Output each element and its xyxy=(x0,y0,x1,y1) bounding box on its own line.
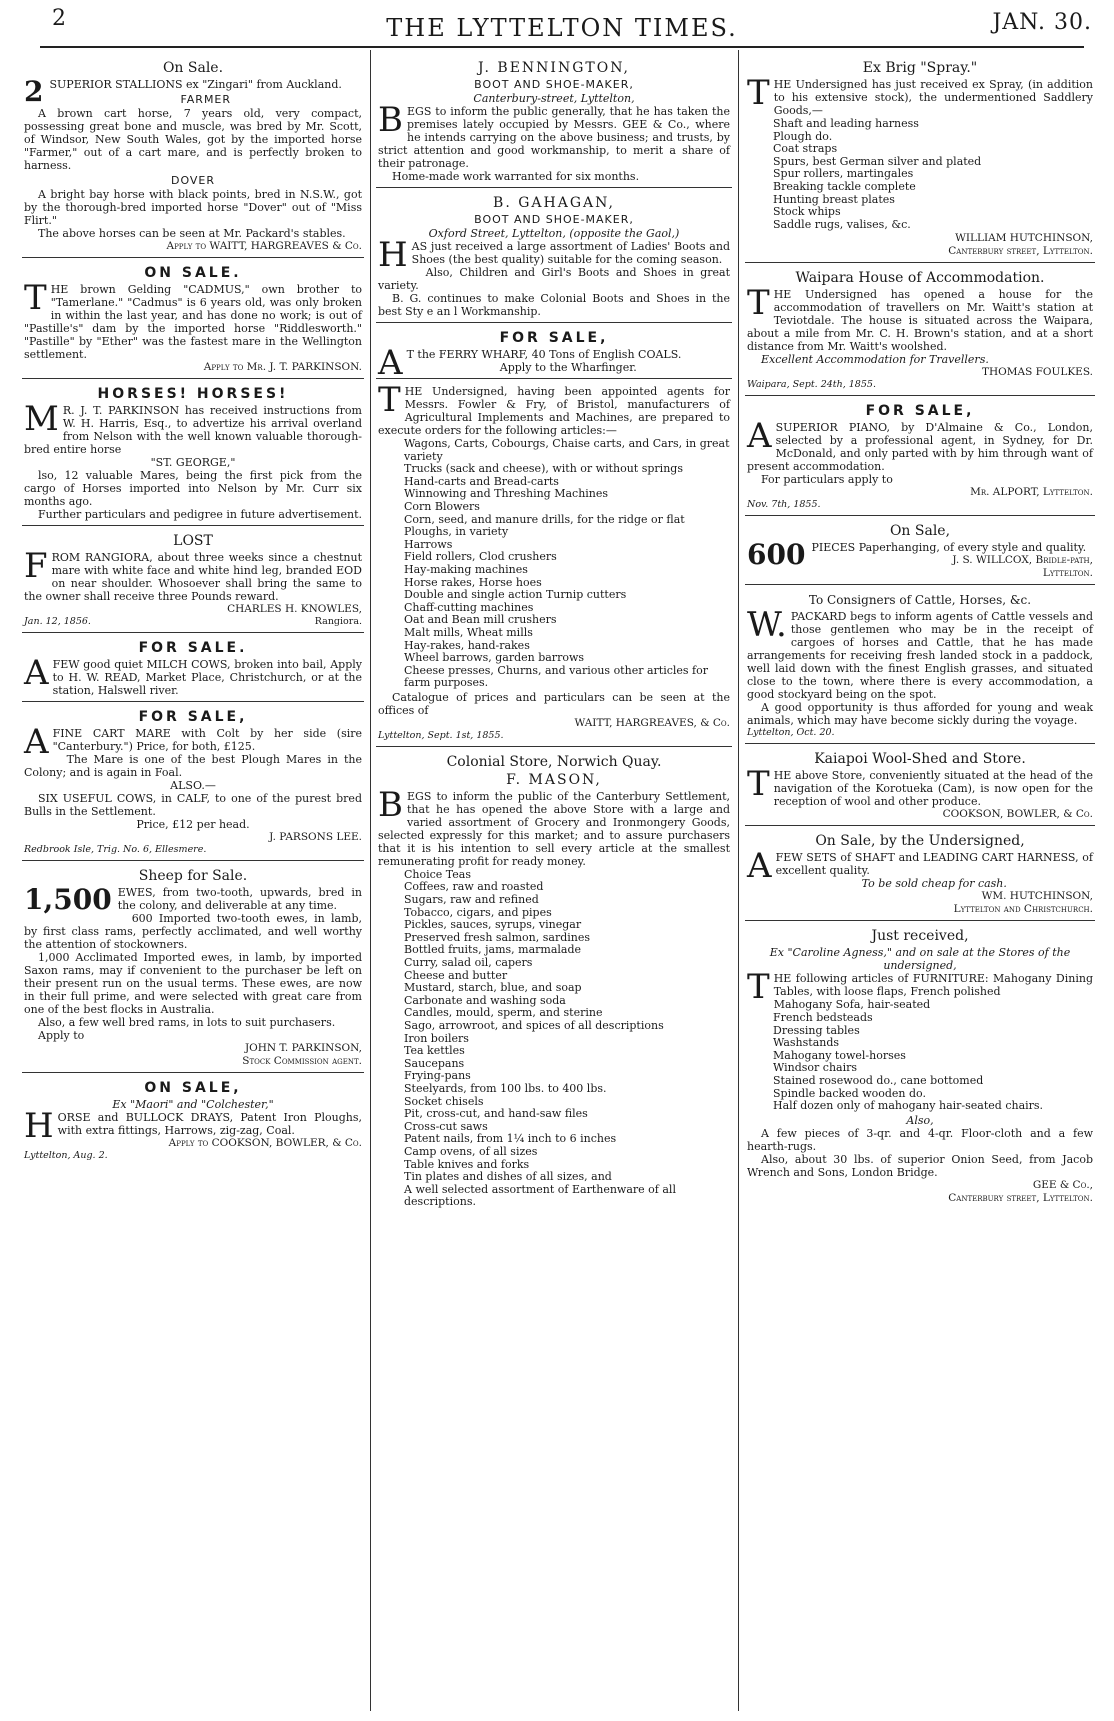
ad-heading: B. GAHAGAN, xyxy=(493,195,615,211)
ad-heading: J. BENNINGTON, xyxy=(477,60,631,76)
list-item: Spurs, best German silver and plated xyxy=(773,154,982,168)
ad-signature: WAITT, HARGREAVES, & Co. xyxy=(574,716,730,729)
list-item: Sugars, raw and refined xyxy=(404,893,539,907)
list-item: Camp ovens, of all sizes xyxy=(404,1144,538,1158)
ad-heading: LOST xyxy=(173,533,213,549)
ad-piano xyxy=(745,399,1095,516)
ad-date: Lyttelton, Sept. 1st, 1855. xyxy=(378,729,504,741)
implement-list xyxy=(404,438,730,690)
ad-subheading: DOVER xyxy=(170,174,216,187)
ad-body: THE Undersigned has opened a house for the accommodation of travellers on Mr. Waitt's station at Teviotdale. The house is situated across the Waipara, about a mile from Mr. C. H. Brown's station, and at a short distance from Mr. Waitt's woolshed. xyxy=(747,283,1093,354)
ad-heading: Colonial Store, Norwich Quay. xyxy=(446,753,662,770)
ad-body: A T the FERRY WHARF, 40 Tons of English COALS. xyxy=(378,343,682,383)
ad-body: THE brown Gelding "CADMUS," own brother to "Tamerlane." "Cadmus" is 6 years old, was only broken in within the last year, and has done no work; is out of "Pastille's" dam by the imported horse "Riddlesworth." "Pastille" by "Ether" was the fastest mare in the Wellington settlement. xyxy=(24,278,362,361)
ad-date: Redbrook Isle, Trig. No. 6, Ellesmere. xyxy=(24,844,207,855)
ad-paragraph: lso, 12 valuable Mares, being the first pick from the cargo of Horses imported into Nelson by Mr. Curr six months ago. xyxy=(24,469,362,508)
ad-furniture xyxy=(745,924,1095,1208)
grocery-list xyxy=(404,869,730,1209)
ad-body: HAS just received a large assortment of Ladies' Boots and Shoes (the best quality) suitable for the coming season. xyxy=(378,235,730,275)
ad-also: Also, xyxy=(906,1113,934,1127)
column-rule xyxy=(370,50,371,1711)
ad-gahagan xyxy=(376,191,732,323)
list-item: Trucks (sack and cheese), with or without springs xyxy=(404,462,683,476)
list-item: Half dozen only of mahogany hair-seated chairs. xyxy=(773,1099,1044,1113)
list-item: Shaft and leading harness xyxy=(773,117,919,130)
ad-footer xyxy=(24,616,362,628)
ad-heading: ON SALE. xyxy=(144,265,242,281)
ad-heading: FOR SALE. xyxy=(138,640,248,656)
list-item: Mahogany Sofa, hair-seated xyxy=(773,998,931,1012)
ad-paragraph: Further particulars and pedigree in future advertisement. xyxy=(38,508,363,521)
ad-place: Rangiora. xyxy=(314,616,362,627)
drop-cap: A xyxy=(24,722,49,762)
list-item: Spindle backed wooden do. xyxy=(773,1086,926,1100)
ad-heading: Sheep for Sale. xyxy=(138,868,248,884)
ad-signature: Apply to Mr. J. T. PARKINSON. xyxy=(203,361,362,373)
ad-waipara xyxy=(745,266,1095,396)
ad-signature: WM. HUTCHINSON, xyxy=(981,890,1093,903)
list-item: Pickles, sauces, syrups, vinegar xyxy=(404,918,582,932)
list-item: Stock whips xyxy=(773,205,841,219)
ad-heading: On Sale. xyxy=(162,60,224,76)
ad-kaiapoi xyxy=(745,747,1095,826)
drop-cap: T xyxy=(747,73,770,113)
ad-cart-mare xyxy=(22,705,364,861)
list-item: Sago, arrowroot, and spices of all descriptions xyxy=(404,1019,664,1032)
ad-also: ALSO.— xyxy=(170,779,216,792)
ad-date: Waipara, Sept. 24th, 1855. xyxy=(747,379,876,391)
ad-paragraph: Excellent Accommodation for Travellers. xyxy=(761,353,989,367)
ad-spray xyxy=(745,56,1095,263)
ad-subtitle: Canterbury-street, Lyttelton, xyxy=(473,92,635,105)
drop-cap: T xyxy=(747,283,770,324)
ad-milch-cows xyxy=(22,636,364,702)
list-item: Hay-rakes, hand-rakes xyxy=(404,638,530,652)
drop-cap: T xyxy=(24,278,47,318)
list-item: Double and single action Turnip cutters xyxy=(404,588,627,602)
list-item: Patent nails, from 1¼ inch to 6 inches xyxy=(404,1132,617,1146)
ad-signature: COOKSON, BOWLER, & Co. xyxy=(942,808,1093,821)
ad-sheep xyxy=(22,864,364,1073)
list-item: Wagons, Carts, Cobourgs, Chaise carts, and Cars, in great variety xyxy=(404,437,730,463)
list-item: Table knives and forks xyxy=(404,1157,530,1171)
ad-signature: THOMAS FOULKES. xyxy=(981,366,1093,379)
list-item: Carbonate and washing soda xyxy=(404,993,566,1007)
ad-paragraph: A good opportunity is thus afforded for young and weak animals, which may have become sickly during the voyage. xyxy=(747,701,1093,728)
drop-cap: B xyxy=(378,784,403,825)
list-item: Corn Blowers xyxy=(404,499,480,513)
ad-number: 600 xyxy=(747,538,806,572)
ad-paragraph: A bright bay horse with black points, bred in N.S.W., got by the thorough-bred imported horse "Dover" out of "Miss Flirt." xyxy=(24,188,362,227)
ad-body: 2 SUPERIOR STALLIONS ex "Zingari" from Auckland. xyxy=(24,75,342,108)
ad-paragraph: The Mare is one of the best Plough Mares in the Colony; and is again in Foal. xyxy=(24,753,362,779)
ad-heading: To Consigners of Cattle, Horses, &c. xyxy=(808,593,1032,608)
ad-paragraph: 600 Imported two-tooth ewes, in lamb, by first class rams, perfectly acclimated, and well worthy the attention of stockowners. xyxy=(24,912,362,951)
drop-cap: A xyxy=(747,416,772,457)
list-item: Candles, mould, sperm, and sterine xyxy=(404,1006,603,1020)
ad-paragraph: Apply to xyxy=(38,1029,85,1042)
ad-signature: J. S. WILLCOX, Bridle-path, xyxy=(952,554,1093,567)
ad-signature: Lyttelton. xyxy=(1042,567,1093,580)
ad-signature: Stock Commission agent. xyxy=(242,1055,362,1067)
list-item: Spur rollers, martingales xyxy=(773,167,914,181)
masthead xyxy=(40,6,1084,48)
list-item: Preserved fresh salmon, sardines xyxy=(404,930,591,944)
ad-horses xyxy=(22,382,364,526)
ad-body: THE following articles of FURNITURE: Mahogany Dining Tables, with loose flaps, French polished xyxy=(747,967,1093,1008)
drop-cap: H xyxy=(378,235,408,275)
list-item: Ploughs, in variety xyxy=(404,525,509,539)
furniture-list xyxy=(773,999,1093,1112)
ad-signature: GEE & Co., xyxy=(1032,1178,1093,1191)
ad-subtitle: Ex "Maori" and "Colchester," xyxy=(112,1098,274,1111)
drop-cap: T xyxy=(747,764,770,805)
ad-subheading: F. MASON, xyxy=(506,771,602,788)
ad-signature: Canterbury street, Lyttelton. xyxy=(948,1191,1093,1204)
list-item: Tin plates and dishes of all sizes, and xyxy=(404,1170,612,1184)
list-item: Cheese and butter xyxy=(404,968,508,982)
ad-heading: FOR SALE, xyxy=(865,403,975,420)
ad-body: FROM RANGIORA, about three weeks since a chestnut mare with white face and white hind leg, branded EOD on near shoulder. Whosoever shall bring the same to the owner shall receive three Pounds reward. xyxy=(24,546,362,603)
drop-cap: F xyxy=(24,546,48,586)
ad-signature: JOHN T. PARKINSON, xyxy=(244,1042,362,1054)
ad-body: THE Undersigned, having been appointed agents for Messrs. Fowler & Fry, of Bristol, manufacturers of Agricultural Implements and Machines, are prepared to execute orders for the following articles:— xyxy=(378,380,730,437)
ad-subheading: FARMER xyxy=(180,93,232,106)
ad-number: 1,500 xyxy=(24,883,112,916)
drop-cap: A xyxy=(747,846,772,887)
drop-cap: T xyxy=(747,967,770,1008)
ad-paragraph: 1,000 Acclimated Imported ewes, in lamb, by imported Saxon rams, may if convenient to the purchaser be left on their present run on the usual terms. These ewes, are now in their full prime, and were selected with great care from one of the best flocks in Australia. xyxy=(24,951,362,1016)
column-2 xyxy=(376,56,732,1711)
ad-body: W. PACKARD begs to inform agents of Cattle vessels and those gentlemen who may be in the receipt of cargoes of horses and Cattle, that he has made arrangements for receiving fresh landed stock in a paddock, well laid down with the finest English grasses, and situated close to the town, where there is every accommodation, a good stockyard being on the spot. xyxy=(747,605,1093,702)
list-item: Cross-cut saws xyxy=(404,1119,488,1133)
ad-implements xyxy=(376,382,732,747)
ad-heading: FOR SALE, xyxy=(499,330,609,346)
list-item: Tobacco, cigars, and pipes xyxy=(404,905,552,919)
ad-signature: Lyttelton and Christchurch. xyxy=(953,903,1093,916)
ad-paragraph: A brown cart horse, 7 years old, very compact, possessing great bone and muscle, was bred by Mr. Scott, of Windsor, New South Wales, got by the imported horse "Farmer," out of a cart mare, and is perfectly broken to harness. xyxy=(24,107,362,172)
ad-body: THE above Store, conveniently situated at the head of the navigation of the Korotueka (Cam), is now open for the reception of wool and other produce. xyxy=(747,764,1093,809)
ad-heading: Just received, xyxy=(871,928,969,945)
drop-cap: A xyxy=(24,653,49,693)
column-1 xyxy=(22,56,364,1711)
ad-subheading: BOOT AND SHOE-MAKER, xyxy=(474,213,634,226)
ad-body: THE Undersigned has just received ex Spray, (in addition to his extensive stock), the undermentioned Saddlery Goods,— xyxy=(747,73,1093,117)
ad-paragraph: B. G. continues to make Colonial Boots and Shoes in the best Sty e an l Workmanship. xyxy=(378,292,730,318)
list-item: Hay-making machines xyxy=(404,562,528,576)
ad-italic-note: To be sold cheap for cash. xyxy=(861,877,1007,891)
ad-body: AFEW good quiet MILCH COWS, broken into bail, Apply to H. W. READ, Market Place, Christchurch, or at the station, Halswell river. xyxy=(24,653,362,697)
list-item: Dressing tables xyxy=(773,1023,860,1037)
drop-cap: W. xyxy=(747,605,787,646)
column-3 xyxy=(745,56,1095,1711)
ad-heading: Waipara House of Accommodation. xyxy=(795,270,1045,287)
ad-body: AFINE CART MARE with Colt by her side (sire "Canterbury.") Price, for both, £125. xyxy=(24,722,362,762)
list-item: Choice Teas xyxy=(404,867,472,881)
list-item: Breaking tackle complete xyxy=(773,179,916,193)
ad-stallions xyxy=(22,56,364,258)
ad-body: AFEW SETS of SHAFT and LEADING CART HARNESS, of excellent quality. xyxy=(747,846,1093,887)
ad-price: Price, £12 per head. xyxy=(136,818,250,831)
ad-signature: Mr. ALPORT, Lyttelton. xyxy=(970,486,1093,499)
ad-signature: Apply to WAITT, HARGREAVES & Co. xyxy=(166,240,362,252)
list-item: Cheese presses, Churns, and various other articles for farm purposes. xyxy=(404,663,708,690)
ad-number: 2 xyxy=(24,75,44,108)
list-item: Tea kettles xyxy=(404,1044,465,1058)
list-item: Chaff-cutting machines xyxy=(404,600,534,614)
list-item: Windsor chairs xyxy=(773,1061,858,1075)
drop-cap: B xyxy=(378,100,403,140)
ad-body: 600 PIECES Paperhanging, of every style and quality. xyxy=(747,538,1087,572)
ad-paragraph: Home-made work warranted for six months. xyxy=(392,170,640,183)
ad-date: Jan. 12, 1856. xyxy=(24,616,91,627)
ad-colonial-store xyxy=(376,750,732,1214)
ad-date: Nov. 7th, 1855. xyxy=(747,499,821,511)
ad-body: BEGS to inform the public of the Canterbury Settlement, that he has opened the above Store with a large and varied assortment of Grocery and Ironmongery Goods, selected expressly for this market; and to assure purchasers that it is his intention to sell every article at the smallest remunerating profit for ready money. xyxy=(378,784,730,868)
list-item: Frying-pans xyxy=(404,1069,471,1083)
ad-heading: On Sale, xyxy=(889,523,951,540)
ad-body: 1,500 EWES, from two-tooth, upwards, bred in the colony, and deliverable at any time. xyxy=(24,883,362,916)
list-item: Hand-carts and Bread-carts xyxy=(404,474,559,488)
ad-paragraph: Also, about 30 lbs. of superior Onion Seed, from Jacob Wrench and Sons, London Bridge. xyxy=(747,1152,1093,1179)
list-item: Mustard, starch, blue, and soap xyxy=(404,981,582,995)
list-item: Coffees, raw and roasted xyxy=(404,880,544,894)
list-item: Hunting breast plates xyxy=(773,192,895,206)
horse-name: "ST. GEORGE," xyxy=(150,456,236,469)
ad-drays xyxy=(22,1076,364,1166)
list-item: Saucepans xyxy=(404,1056,465,1070)
ad-subtitle: Oxford Street, Lyttelton, (opposite the Gaol,) xyxy=(428,227,680,240)
ad-paragraph: Also, a few well bred rams, in lots to suit purchasers. xyxy=(38,1016,336,1029)
drop-cap: M xyxy=(24,399,59,439)
saddlery-list xyxy=(773,118,1093,231)
ad-heading: Ex Brig "Spray." xyxy=(862,60,978,76)
list-item: Plough do. xyxy=(773,129,833,143)
list-item: Stained rosewood do., cane bottomed xyxy=(773,1073,984,1087)
ad-body: ASUPERIOR PIANO, by D'Almaine & Co., London, selected by a professional agent, in Sydney, for Dr. McDonald, and only parted with by him through want of present accommodation. xyxy=(747,416,1093,474)
ad-body: M R. J. T. PARKINSON has received instructions from W. H. Harris, Esq., to advertize his arrival overland from Nelson with the well known valuable thorough-bred entire horse xyxy=(24,399,362,456)
ad-signature: Canterbury street, Lyttelton. xyxy=(948,245,1093,258)
drop-cap: A xyxy=(378,343,403,383)
list-item: Harrows xyxy=(404,537,453,551)
page-number: 2 xyxy=(52,6,66,31)
list-item: Horse rakes, Horse hoes xyxy=(404,575,542,589)
ad-coals xyxy=(376,326,732,383)
paper-title: THE LYTTELTON TIMES. xyxy=(386,14,738,42)
list-item: Malt mills, Wheat mills xyxy=(404,625,533,639)
list-item: Bottled fruits, jams, marmalade xyxy=(404,943,582,957)
ad-paragraph: Also, Children and Girl's Boots and Shoes in great variety. xyxy=(378,266,730,292)
ad-paragraph: For particulars apply to xyxy=(761,473,893,487)
ad-date: Lyttelton, Oct. 20. xyxy=(747,727,835,739)
ad-harness xyxy=(745,829,1095,921)
ad-consigners xyxy=(745,588,1095,744)
ad-heading: On Sale, by the Undersigned, xyxy=(815,833,1025,850)
ad-lost xyxy=(22,529,364,633)
list-item: Oat and Bean mill crushers xyxy=(404,613,557,627)
ad-bennington xyxy=(376,56,732,188)
ad-body: BEGS to inform the public generally, that he has taken the premises lately occupied by Messrs. GEE & Co., where he intends carrying on the above business; and trusts, by strict attention and good workmanship, to merit a share of their patronage. xyxy=(378,100,730,170)
list-item: Wheel barrows, garden barrows xyxy=(404,651,585,665)
list-item: Coat straps xyxy=(773,142,838,156)
ad-paragraph: SIX USEFUL COWS, in CALF, to one of the purest bred Bulls in the Settlement. xyxy=(24,792,362,818)
list-item: A well selected assortment of Earthenware of all descriptions. xyxy=(404,1182,676,1209)
list-item: Washstands xyxy=(773,1036,840,1050)
list-item: Iron boilers xyxy=(404,1031,469,1045)
ad-signature: CHARLES H. KNOWLES, xyxy=(227,603,362,615)
ad-signature: Apply to COOKSON, BOWLER, & Co. xyxy=(168,1137,362,1149)
ad-apply: Apply to the Wharfinger. xyxy=(499,361,637,374)
column-rule xyxy=(738,50,739,1711)
list-item: Pit, cross-cut, and hand-saw files xyxy=(404,1107,588,1121)
drop-cap: H xyxy=(24,1106,54,1146)
list-item: Mahogany towel-horses xyxy=(773,1048,906,1062)
ad-heading: FOR SALE, xyxy=(138,709,248,725)
ad-cadmus xyxy=(22,261,364,379)
list-item: Corn, seed, and manure drills, for the ridge or flat xyxy=(404,512,685,526)
ad-heading: ON SALE, xyxy=(144,1080,242,1096)
ad-date: Lyttelton, Aug. 2. xyxy=(24,1150,108,1161)
ad-heading: HORSES! HORSES! xyxy=(97,386,289,402)
ad-paperhanging xyxy=(745,519,1095,585)
list-item: Steelyards, from 100 lbs. to 400 lbs. xyxy=(404,1081,607,1095)
ad-subheading: BOOT AND SHOE-MAKER, xyxy=(474,78,634,91)
list-item: Curry, salad oil, capers xyxy=(404,956,533,970)
list-item: Socket chisels xyxy=(404,1094,484,1108)
ad-signature: WILLIAM HUTCHINSON, xyxy=(955,232,1093,245)
ad-paragraph: A few pieces of 3-qr. and 4-qr. Floor-cloth and a few hearth-rugs. xyxy=(747,1126,1093,1153)
list-item: Saddle rugs, valises, &c. xyxy=(773,217,911,231)
ad-heading: Kaiapoi Wool-Shed and Store. xyxy=(814,751,1026,768)
drop-cap: T xyxy=(378,380,401,420)
ad-signature: J. PARSONS LEE. xyxy=(269,831,362,843)
list-item: Winnowing and Threshing Machines xyxy=(404,487,609,501)
issue-date: JAN. 30. xyxy=(992,10,1092,35)
list-item: French bedsteads xyxy=(773,1010,873,1024)
list-item: Field rollers, Clod crushers xyxy=(404,550,557,564)
ad-body: HORSE and BULLOCK DRAYS, Patent Iron Ploughs, with extra fittings, Harrows, zig-zag, Coal. xyxy=(24,1106,362,1146)
ad-subtitle: Ex "Caroline Agness," and on sale at the Stores of the undersigned, xyxy=(769,946,1071,973)
ad-paragraph: The above horses can be seen at Mr. Packard's stables. xyxy=(38,227,346,240)
ad-paragraph: Catalogue of prices and particulars can be seen at the offices of xyxy=(378,690,730,717)
